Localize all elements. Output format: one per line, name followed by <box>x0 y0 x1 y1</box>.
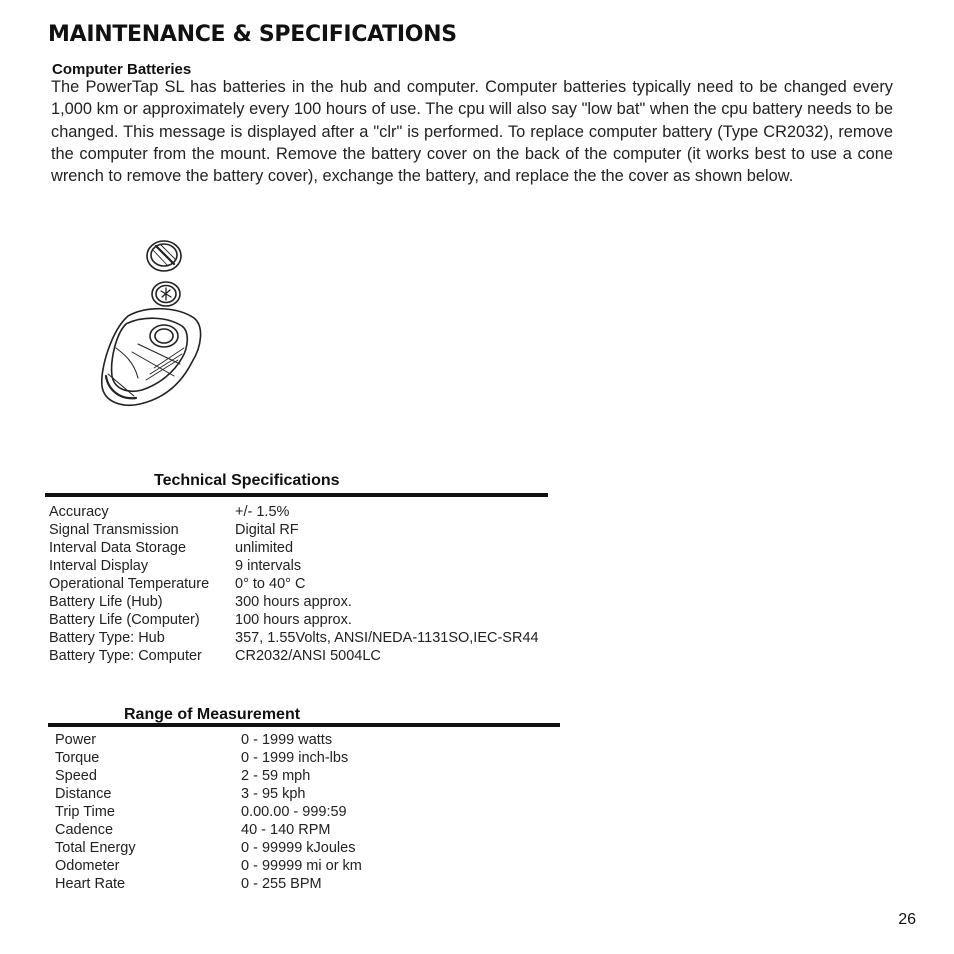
table-row <box>49 539 539 557</box>
table-row <box>49 611 539 629</box>
computer-unit-part <box>102 309 201 405</box>
range-label: Distance <box>55 786 112 802</box>
computer-batteries-heading: Computer Batteries <box>52 61 192 78</box>
range-value: 0 - 99999 kJoules <box>241 840 356 856</box>
spec-label: Signal Transmission <box>49 522 179 538</box>
spec-label: Operational Temperature <box>49 576 210 592</box>
range-label: Power <box>55 732 97 748</box>
page-number: 26 <box>898 911 916 928</box>
spec-value: 9 intervals <box>235 558 302 574</box>
table-row <box>55 749 362 767</box>
spec-label: Battery Life (Computer) <box>49 612 200 628</box>
table-row <box>49 629 539 647</box>
range-label: Heart Rate <box>55 876 126 892</box>
spec-label: Interval Display <box>49 558 149 574</box>
range-label: Total Energy <box>55 840 136 856</box>
table-row <box>49 521 539 539</box>
range-of-measurement-rule <box>48 723 560 727</box>
spec-label: Battery Type: Computer <box>49 648 202 664</box>
spec-value: 100 hours approx. <box>235 612 352 628</box>
table-row <box>55 857 362 875</box>
spec-label: Interval Data Storage <box>49 540 187 556</box>
table-row <box>49 503 539 521</box>
range-label: Trip Time <box>55 804 115 820</box>
table-row <box>49 575 539 593</box>
computer-batteries-body: The PowerTap SL has batteries in the hub and computer. Computer batteries typically need to be changed every 1,000 km or approximately every 100 hours of use. The cpu will also say "low bat" when the cpu battery needs to be changed. This message is displayed after a "clr" is performed. To replace computer battery (Type CR2032), remove the computer from the mount. Remove the battery cover on the back of the computer (it works best to use a cone wrench to remove the battery cover), exchange the battery, and replace the the cover as shown below. <box>51 78 893 186</box>
technical-specifications-rule <box>45 493 548 497</box>
table-row <box>49 647 539 665</box>
range-of-measurement-heading: Range of Measurement <box>124 706 301 723</box>
battery-replacement-illustration <box>98 236 218 412</box>
table-row <box>55 803 362 821</box>
range-of-measurement-table <box>55 731 362 893</box>
spec-value: 357, 1.55Volts, ANSI/NEDA-1131SO,IEC-SR44 <box>235 630 539 646</box>
table-row <box>55 731 362 749</box>
spec-value: unlimited <box>235 540 294 556</box>
table-row <box>49 557 539 575</box>
range-value: 40 - 140 RPM <box>241 822 331 838</box>
range-label: Torque <box>55 750 100 766</box>
range-value: 0 - 1999 watts <box>241 732 333 748</box>
technical-specifications-heading: Technical Specifications <box>154 472 340 489</box>
range-value: 0 - 1999 inch-lbs <box>241 750 349 766</box>
table-row <box>55 821 362 839</box>
technical-specifications-table <box>49 503 539 665</box>
battery-cover-part <box>147 241 181 271</box>
range-label: Cadence <box>55 822 114 838</box>
spec-value: 0° to 40° C <box>235 576 306 592</box>
spec-value: Digital RF <box>235 522 299 538</box>
spec-label: Accuracy <box>49 504 109 520</box>
spec-label: Battery Life (Hub) <box>49 594 163 610</box>
range-value: 0.00.00 - 999:59 <box>241 804 347 820</box>
range-value: 0 - 255 BPM <box>241 876 322 892</box>
range-value: 3 - 95 kph <box>241 786 306 802</box>
range-value: 0 - 99999 mi or km <box>241 858 362 874</box>
spec-value: +/- 1.5% <box>235 504 290 520</box>
table-row <box>55 767 362 785</box>
spec-value: 300 hours approx. <box>235 594 352 610</box>
spec-value: CR2032/ANSI 5004LC <box>235 648 381 664</box>
range-label: Odometer <box>55 858 120 874</box>
table-row <box>49 593 539 611</box>
page-title: MAINTENANCE & SPECIFICATIONS <box>48 22 457 47</box>
range-label: Speed <box>55 768 97 784</box>
spec-label: Battery Type: Hub <box>49 630 165 646</box>
table-row <box>55 875 362 893</box>
range-value: 2 - 59 mph <box>241 768 311 784</box>
coin-battery-part <box>152 282 180 306</box>
table-row <box>55 785 362 803</box>
table-row <box>55 839 362 857</box>
